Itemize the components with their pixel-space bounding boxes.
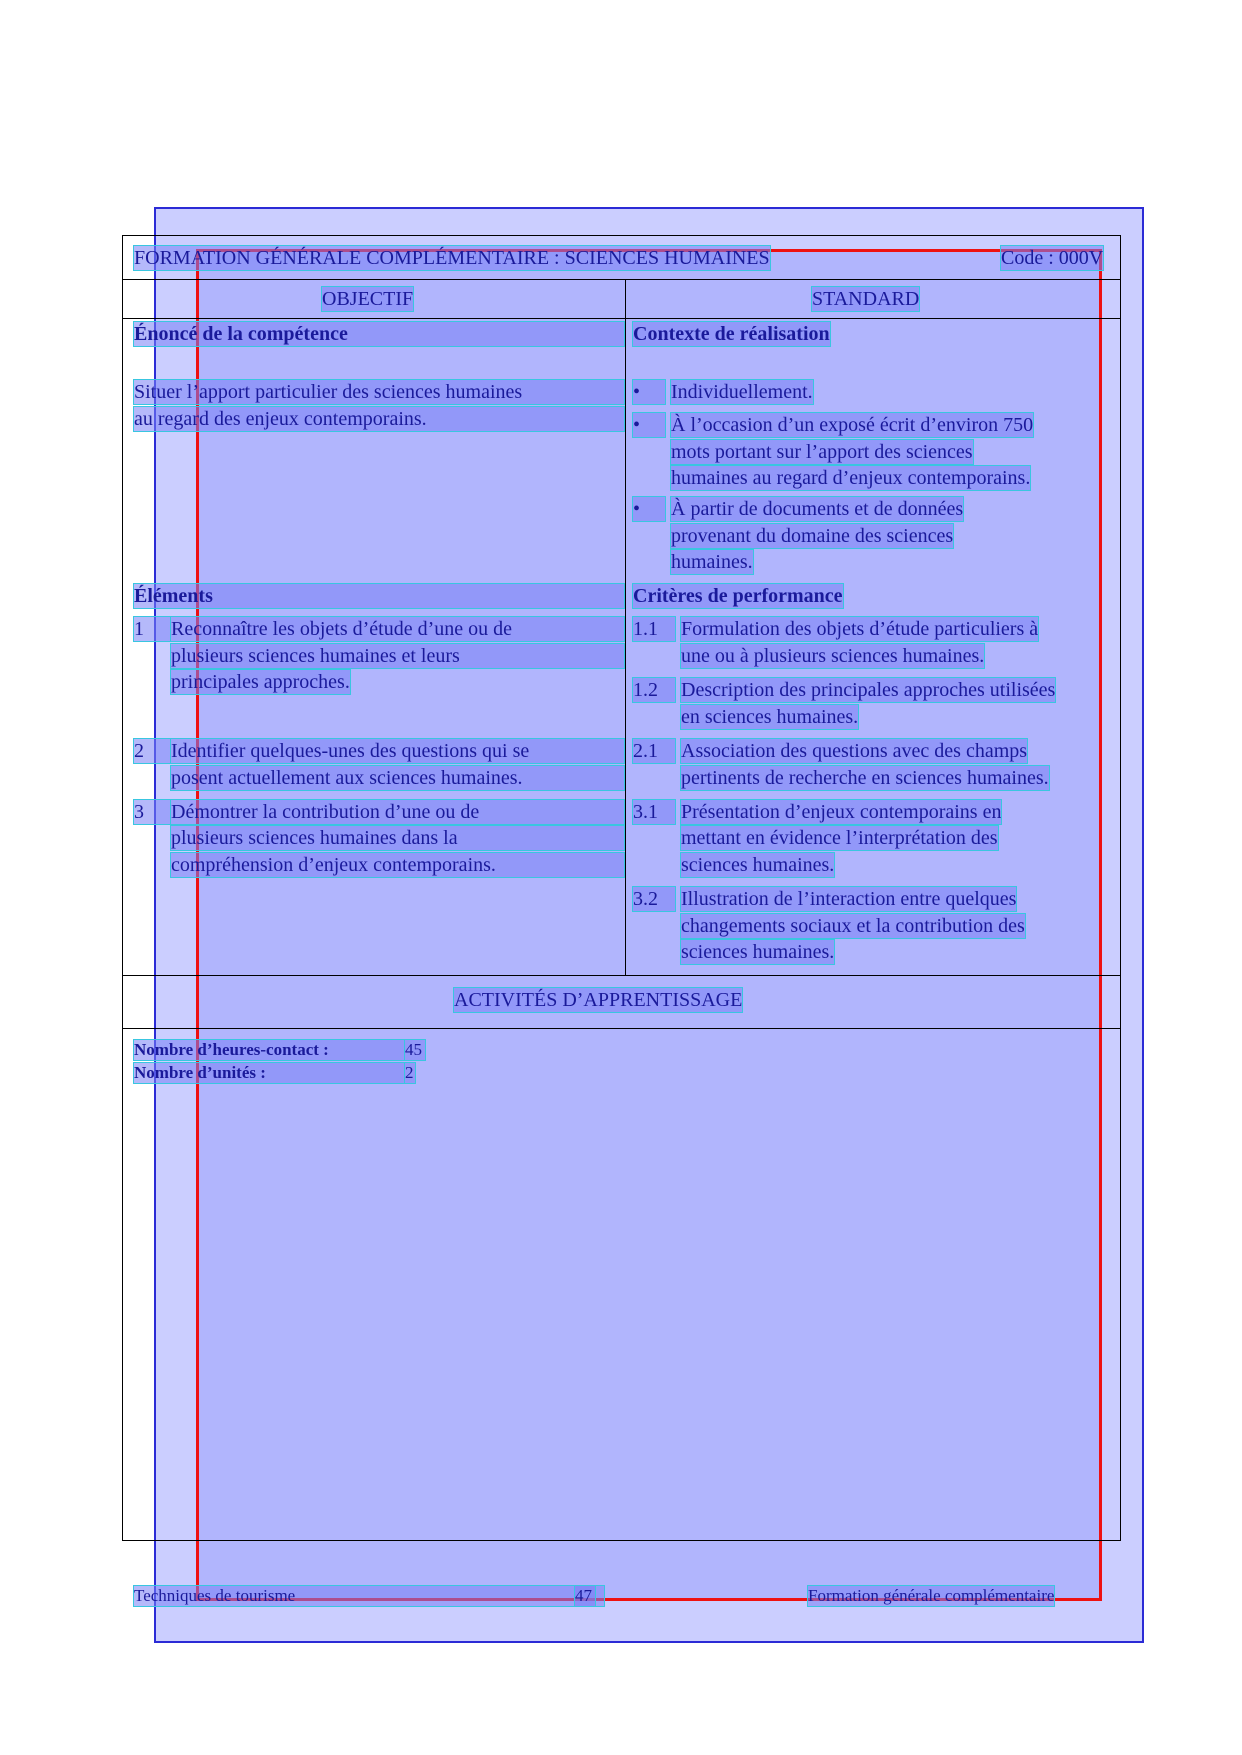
element-number: 1 <box>134 617 170 641</box>
contexte-heading: Contexte de réalisation <box>633 323 830 345</box>
contexte-item: mots portant sur l’apport des sciences <box>671 441 973 463</box>
critere-number: 3.2 <box>633 887 675 911</box>
critere-line: mettant en évidence l’interprétation des <box>681 827 998 849</box>
criteres-heading: Critères de performance <box>633 585 843 607</box>
element-line: principales approches. <box>171 671 350 693</box>
footer-left: Techniques de tourisme <box>134 1586 604 1606</box>
critere-number: 2.1 <box>633 739 675 763</box>
activites-heading: ACTIVITÉS D’APPRENTISSAGE <box>454 989 743 1011</box>
footer-right: Formation générale complémentaire <box>808 1586 1055 1605</box>
contexte-item: humaines au regard d’enjeux contemporains. <box>671 467 1031 489</box>
contexte-item: Individuellement. <box>671 381 813 403</box>
critere-line: sciences humaines. <box>681 941 835 963</box>
element-line: Reconnaître les objets d’étude d’une ou de <box>171 617 624 641</box>
element-line: Démontrer la contribution d’une ou de <box>171 800 624 824</box>
critere-line: Association des questions avec des champs <box>681 740 1028 762</box>
column-divider <box>625 280 626 975</box>
rule-below-columns <box>122 318 1121 319</box>
bullet: • <box>633 413 665 437</box>
enonce-heading: Énoncé de la compétence <box>134 322 624 346</box>
critere-number: 1.1 <box>633 617 675 641</box>
units-value: 2 <box>405 1063 414 1082</box>
contexte-item: provenant du domaine des sciences <box>671 525 954 547</box>
element-number: 2 <box>134 739 170 763</box>
page-number: 47 <box>575 1586 595 1606</box>
element-line: Identifier quelques-unes des questions qui se <box>171 739 624 763</box>
element-number: 3 <box>134 800 170 824</box>
column-header-standard: STANDARD <box>812 288 920 310</box>
document-title: FORMATION GÉNÉRALE COMPLÉMENTAIRE : SCIENCES HUMAINES <box>134 247 770 269</box>
bullet: • <box>633 380 665 404</box>
critere-line: Présentation d’enjeux contemporains en <box>681 801 1002 823</box>
contexte-item: humaines. <box>671 551 753 573</box>
course-code: Code : 000V <box>1001 247 1104 269</box>
enonce-line: Situer l’apport particulier des sciences humaines <box>134 380 624 404</box>
critere-line: pertinents de recherche en sciences humaines. <box>681 767 1049 789</box>
critere-line: une ou à plusieurs sciences humaines. <box>681 645 985 667</box>
hours-label: Nombre d’heures-contact : <box>134 1040 404 1060</box>
hours-value: 45 <box>405 1040 425 1060</box>
element-line: posent actuellement aux sciences humaines. <box>171 766 624 790</box>
rule-below-activities <box>122 1028 1121 1029</box>
critere-line: sciences humaines. <box>681 854 835 876</box>
rule-below-title <box>122 279 1121 280</box>
critere-number: 3.1 <box>633 800 675 824</box>
element-line: plusieurs sciences humaines dans la <box>171 826 624 850</box>
critere-line: Formulation des objets d’étude particuliers à <box>681 618 1039 640</box>
rule-above-activities <box>122 975 1121 976</box>
bullet: • <box>633 497 665 521</box>
contexte-item: À partir de documents et de données <box>671 498 964 520</box>
column-header-objectif: OBJECTIF <box>322 288 414 310</box>
critere-line: Illustration de l’interaction entre quelques <box>681 888 1017 910</box>
critere-line: Description des principales approches utilisées <box>681 679 1056 701</box>
units-label: Nombre d’unités : <box>134 1063 404 1083</box>
element-line: compréhension d’enjeux contemporains. <box>171 853 624 877</box>
enonce-line: au regard des enjeux contemporains. <box>134 407 624 431</box>
critere-number: 1.2 <box>633 678 675 702</box>
elements-heading: Éléments <box>134 584 624 608</box>
critere-line: en sciences humaines. <box>681 706 859 728</box>
critere-line: changements sociaux et la contribution des <box>681 915 1025 937</box>
element-line: plusieurs sciences humaines et leurs <box>171 644 624 668</box>
contexte-item: À l’occasion d’un exposé écrit d’environ 750 <box>671 414 1034 436</box>
